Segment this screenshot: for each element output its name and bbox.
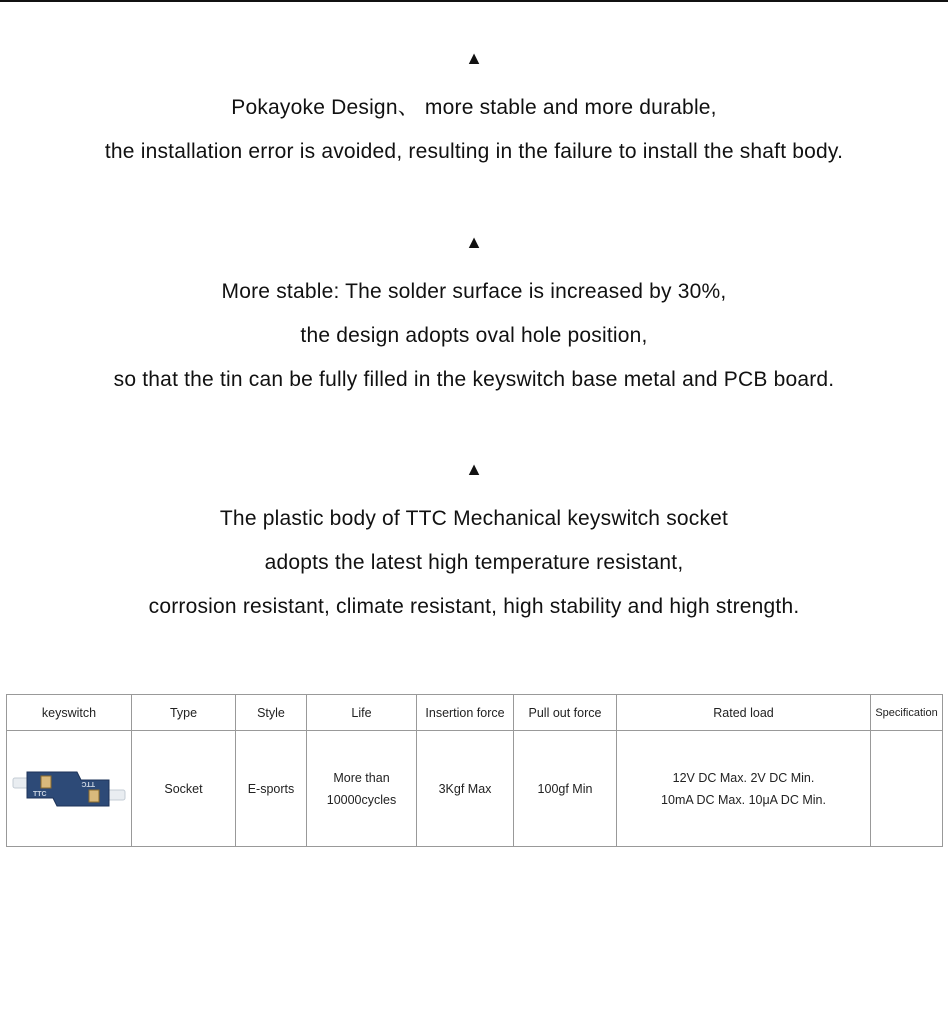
- header-style: Style: [236, 695, 307, 731]
- feature-text-line: The plastic body of TTC Mechanical keyswitch socket: [219, 507, 729, 530]
- table-row: [7, 731, 943, 847]
- rated-load-line: 10mA DC Max. 10μA DC Min.: [661, 792, 826, 807]
- ttc-logo-text-flipped: TTC: [81, 779, 95, 787]
- feature-text-line: the design adopts oval hole position,: [300, 324, 648, 347]
- header-rated-load: Rated load: [617, 695, 871, 731]
- spec-table: [6, 694, 943, 847]
- feature-text-line: Pokayoke Design、 more stable and more durable,: [231, 96, 717, 119]
- header-specification: Specification: [871, 695, 943, 731]
- feature-text-line: corrosion resistant, climate resistant, high stability and high strength.: [148, 595, 800, 618]
- feature-section-pokayoke: [0, 48, 948, 174]
- cell-type: Socket: [132, 731, 236, 847]
- life-line: 10000cycles: [326, 792, 397, 807]
- header-insertion-force: Insertion force: [417, 695, 514, 731]
- cell-specification: [871, 731, 943, 847]
- feature-text-line: the installation error is avoided, resulting in the failure to install the shaft body.: [104, 140, 844, 163]
- header-pull-out-force: Pull out force: [514, 695, 617, 731]
- feature-text-line: adopts the latest high temperature resistant,: [264, 551, 684, 574]
- ttc-socket-product-image: [11, 764, 127, 814]
- cell-rated-load: [617, 731, 871, 847]
- feature-section-stable: [0, 232, 948, 402]
- cell-style: E-sports: [236, 731, 307, 847]
- top-border-line: [0, 0, 948, 2]
- feature-text-line: More stable: The solder surface is increased by 30%,: [221, 280, 727, 303]
- header-type: Type: [132, 695, 236, 731]
- life-line: More than: [333, 770, 390, 785]
- triangle-marker-icon: ▲: [465, 48, 483, 68]
- ttc-logo-text: TTC: [33, 790, 47, 798]
- feature-text-line: so that the tin can be fully filled in the keyswitch base metal and PCB board.: [113, 368, 835, 391]
- cell-pull-out-force: 100gf Min: [514, 731, 617, 847]
- cell-life: [307, 731, 417, 847]
- header-life: Life: [307, 695, 417, 731]
- feature-section-plastic-body: [0, 459, 948, 629]
- triangle-marker-icon: ▲: [465, 232, 483, 252]
- triangle-marker-icon: ▲: [465, 459, 483, 479]
- header-keyswitch: keyswitch: [7, 695, 132, 731]
- spec-table-header-row: [7, 695, 943, 731]
- cell-keyswitch-image: [7, 731, 132, 847]
- cell-insertion-force: 3Kgf Max: [417, 731, 514, 847]
- rated-load-line: 12V DC Max. 2V DC Min.: [672, 770, 815, 785]
